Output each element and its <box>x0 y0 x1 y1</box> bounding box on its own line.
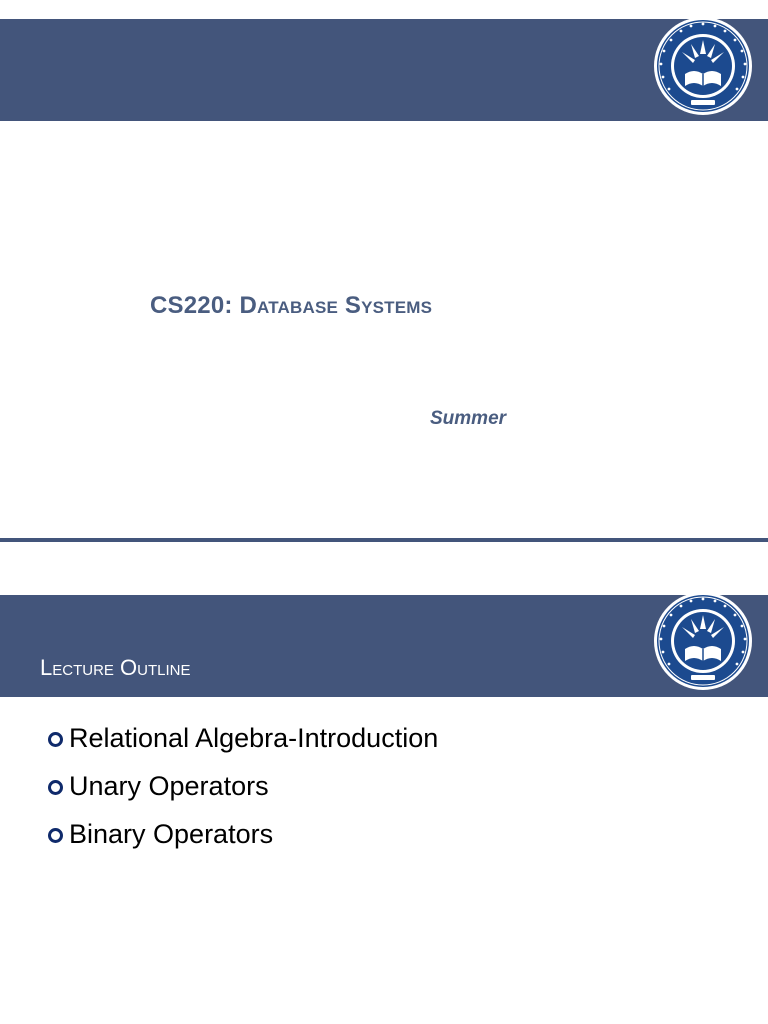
university-seal-icon <box>653 16 753 116</box>
course-title: CS220: Database Systems <box>150 292 433 319</box>
term-label: Summer <box>430 408 507 429</box>
outline-list <box>48 714 438 858</box>
list-item <box>48 714 438 762</box>
outline-slide <box>0 575 768 1024</box>
bottom-divider <box>0 538 768 542</box>
list-item-label: Relational Algebra-Introduction <box>69 722 439 753</box>
bullet-icon <box>48 732 63 747</box>
university-seal-icon <box>653 591 753 691</box>
list-item-label: Unary Operators <box>69 770 269 801</box>
list-item <box>48 762 438 810</box>
list-item-label: Binary Operators <box>69 818 274 849</box>
bullet-icon <box>48 828 63 843</box>
slide-heading: Lecture Outline <box>40 655 191 680</box>
bullet-icon <box>48 780 63 795</box>
list-item <box>48 810 438 858</box>
